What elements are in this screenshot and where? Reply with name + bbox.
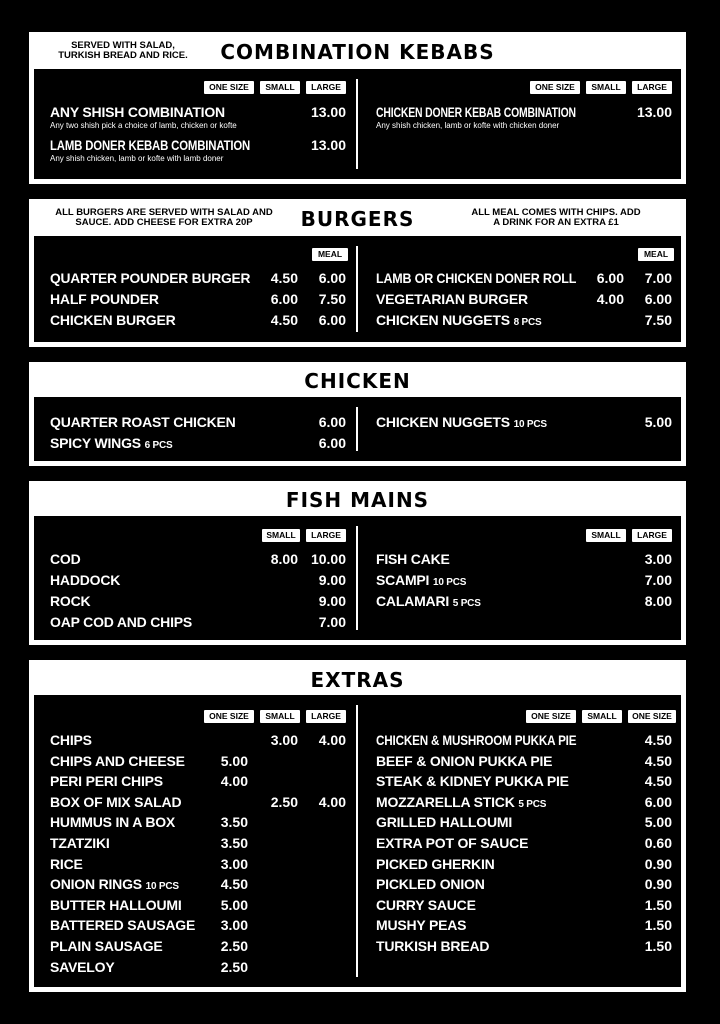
item-quantity: 5 PCS (452, 598, 481, 609)
item-name: BATTERED SAUSAGE (50, 917, 196, 934)
menu-item (50, 876, 345, 896)
item-quantity: 10 PCS (513, 419, 547, 430)
burgers-note-right: ALL MEAL COMES WITH CHIPS. ADD A DRINK FOR AN EXTRA £1 (471, 207, 641, 228)
menu-item (50, 435, 345, 455)
item-description: Any shish chicken, lamb or kofte with chicken doner (376, 121, 560, 130)
menu-item (50, 835, 345, 855)
menu-item (50, 732, 345, 752)
item-name: BOX OF MIX SALAD (50, 793, 182, 810)
combination-kebabs-section (29, 32, 686, 184)
item-quantity: 10 PCS (432, 577, 467, 588)
item-price: 13.00 (310, 104, 346, 120)
chicken-header (31, 364, 684, 398)
header-small: SMALL (586, 81, 626, 94)
item-price: 5.00 (644, 414, 672, 430)
item-price-one-size: 3.50 (220, 814, 248, 831)
item-price: 1.50 (644, 938, 672, 954)
item-name: PLAIN SAUSAGE (50, 938, 163, 954)
item-quantity: 5 PCS (518, 798, 547, 810)
item-name: PICKED GHERKIN (376, 855, 495, 872)
fish-title: FISH MAINS (285, 488, 430, 512)
item-price: 4.50 (644, 732, 672, 748)
menu-item (50, 814, 345, 834)
item-price: 4.50 (644, 752, 672, 769)
header-small: SMALL (260, 81, 300, 94)
item-price: 4.50 (644, 773, 672, 790)
menu-item (50, 291, 345, 311)
item-price-large: 4.00 (318, 793, 346, 810)
menu-item (376, 104, 672, 130)
item-price: 6.00 (318, 435, 346, 451)
menu-item (376, 897, 671, 917)
item-price-one-size: 3.00 (220, 855, 248, 872)
header-small: SMALL (260, 710, 300, 723)
item-price-meal: 6.00 (318, 312, 346, 328)
header-large: LARGE (632, 81, 672, 94)
burgers-header (31, 201, 684, 237)
item-price: 13.00 (310, 137, 346, 153)
item-price-small: 3.00 (270, 732, 298, 748)
menu-item (376, 312, 671, 332)
item-price-one-size: 4.50 (220, 876, 248, 893)
column-divider (356, 407, 358, 451)
item-price-large: 9.00 (318, 593, 346, 609)
item-name: HADDOCK (50, 572, 121, 588)
item-name: COD (50, 551, 81, 567)
burgers-body (34, 236, 681, 342)
item-name: QUARTER POUNDER BURGER (50, 270, 251, 286)
item-price: 0.90 (644, 876, 672, 893)
item-quantity: 6 PCS (144, 440, 173, 451)
item-name: CHIPS (50, 732, 92, 748)
extras-title: EXTRAS (310, 668, 405, 692)
item-price-large: 7.00 (318, 614, 346, 630)
item-price-large: 9.00 (318, 572, 346, 588)
menu-item (376, 876, 671, 896)
item-name: TURKISH BREAD (376, 938, 490, 954)
menu-item (376, 856, 671, 876)
item-price-meal: 7.50 (644, 312, 672, 328)
item-price-small: 2.50 (270, 793, 298, 810)
item-price-one-size: 5.00 (220, 896, 248, 913)
item-price-large: 4.00 (318, 732, 346, 748)
item-price-small: 8.00 (270, 551, 298, 567)
item-name: ONION RINGS 10 PCS (50, 876, 179, 893)
header-small: SMALL (586, 529, 626, 542)
item-price-one-size: 4.00 (220, 773, 248, 790)
extras-header (31, 662, 684, 696)
menu-item (376, 593, 671, 613)
item-description: Any two shish pick a choice of lamb, chicken or kofte (50, 121, 237, 130)
menu-item (50, 856, 345, 876)
item-price-single: 6.00 (596, 270, 624, 286)
item-price-meal: 6.00 (644, 291, 672, 307)
menu-item (376, 270, 671, 290)
menu-item (50, 614, 345, 634)
item-name: SAVELOY (50, 958, 115, 975)
header-meal: MEAL (638, 248, 674, 261)
menu-item (50, 897, 345, 917)
menu-item (50, 959, 345, 979)
menu-item (376, 753, 671, 773)
menu-item (376, 938, 671, 958)
item-name: LAMB DONER KEBAB COMBINATION (50, 137, 251, 153)
item-price-one-size: 2.50 (220, 958, 248, 975)
item-name: TZATZIKI (50, 835, 110, 851)
menu-item (50, 917, 345, 937)
chicken-section (29, 362, 686, 466)
menu-item (376, 814, 671, 834)
header-large: LARGE (306, 529, 346, 542)
item-name: QUARTER ROAST CHICKEN (50, 414, 236, 430)
header-one-size: ONE SIZE (526, 710, 576, 723)
item-quantity: 10 PCS (145, 881, 179, 893)
header-one-size: ONE SIZE (530, 81, 580, 94)
item-price-meal: 6.00 (318, 270, 346, 286)
chicken-title: CHICKEN (304, 369, 411, 393)
item-name: GRILLED HALLOUMI (376, 814, 513, 831)
menu-item (50, 312, 345, 332)
item-price-single: 6.00 (270, 291, 298, 307)
header-large: LARGE (632, 529, 672, 542)
combination-body (34, 69, 681, 179)
item-price-large: 3.00 (644, 551, 672, 567)
item-price: 5.00 (644, 814, 672, 831)
header-meal: MEAL (312, 248, 348, 261)
extras-body (34, 695, 681, 987)
item-name: OAP COD AND CHIPS (50, 614, 193, 630)
item-price-meal: 7.00 (644, 270, 672, 286)
item-price: 6.00 (318, 414, 346, 430)
item-name: FISH CAKE (376, 551, 450, 567)
menu-item (50, 104, 346, 130)
header-one-size: ONE SIZE (204, 710, 254, 723)
header-small: SMALL (582, 710, 622, 723)
item-name: MOZZARELLA STICK 5 PCS (376, 793, 547, 810)
header-large: LARGE (306, 710, 346, 723)
item-price-one-size: 5.00 (220, 752, 248, 769)
menu-item (376, 572, 671, 592)
item-price-meal: 7.50 (318, 291, 346, 307)
item-name: SPICY WINGS 6 PCS (50, 435, 173, 451)
menu-item (50, 773, 345, 793)
item-quantity: 8 PCS (513, 317, 542, 328)
item-price: 1.50 (644, 896, 672, 913)
item-name: CHICKEN BURGER (50, 312, 176, 328)
item-name: CHICKEN NUGGETS 8 PCS (376, 312, 542, 328)
item-name: ANY SHISH COMBINATION (50, 104, 225, 120)
combination-note: SERVED WITH SALAD, TURKISH BREAD AND RICE. (58, 40, 188, 61)
menu-item (376, 917, 671, 937)
item-price-one-size: 2.50 (220, 938, 248, 954)
header-one-size: ONE SIZE (204, 81, 254, 94)
item-description: Any shish chicken, lamb or kofte with lamb doner (50, 154, 224, 163)
menu-item (376, 551, 671, 571)
item-name: CALAMARI 5 PCS (376, 593, 481, 609)
chicken-body (34, 397, 681, 461)
menu-item (50, 593, 345, 613)
menu-item (376, 794, 671, 814)
menu-item (50, 572, 345, 592)
item-name: EXTRA POT OF SAUCE (376, 835, 529, 851)
menu-item (50, 794, 345, 814)
item-name: BEEF & ONION PUKKA PIE (376, 752, 553, 769)
item-name: RICE (50, 855, 83, 872)
item-name: PERI PERI CHIPS (50, 773, 163, 790)
menu-item (50, 753, 345, 773)
burgers-note-left: ALL BURGERS ARE SERVED WITH SALAD AND SAUCE. ADD CHEESE FOR EXTRA 20P (55, 207, 273, 228)
fish-body (34, 516, 681, 640)
menu-item (376, 732, 671, 752)
burgers-section (29, 199, 686, 347)
item-price-single: 4.00 (596, 291, 624, 307)
item-name: CHICKEN & MUSHROOM PUKKA PIE (376, 732, 577, 748)
column-divider (356, 526, 358, 630)
item-price: 13.00 (636, 104, 672, 120)
item-price: 0.90 (644, 855, 672, 872)
menu-item (50, 414, 345, 434)
item-name: CHICKEN NUGGETS 10 PCS (376, 414, 547, 430)
item-price-one-size: 3.00 (220, 917, 248, 934)
burgers-title: BURGERS (300, 207, 415, 231)
combination-title: COMBINATION KEBABS (220, 40, 495, 64)
item-price: 1.50 (644, 917, 672, 934)
item-name: HUMMUS IN A BOX (50, 814, 176, 831)
menu-item (376, 835, 671, 855)
menu-item (50, 137, 346, 163)
item-name: CURRY SAUCE (376, 896, 476, 913)
item-name: STEAK & KIDNEY PUKKA PIE (376, 773, 569, 790)
header-small: SMALL (262, 529, 300, 542)
item-price: 0.60 (644, 835, 672, 851)
item-name: ROCK (50, 593, 91, 609)
menu-item (376, 773, 671, 793)
menu-item (50, 270, 345, 290)
item-price-large: 8.00 (644, 593, 672, 609)
item-price: 6.00 (644, 793, 672, 810)
header-large: LARGE (306, 81, 346, 94)
menu-item (376, 291, 671, 311)
item-name: CHICKEN DONER KEBAB COMBINATION (376, 104, 576, 120)
item-price-large: 10.00 (310, 551, 346, 567)
item-name: BUTTER HALLOUMI (50, 896, 182, 913)
menu-item (50, 551, 345, 571)
column-divider (356, 79, 358, 169)
item-name: PICKLED ONION (376, 876, 485, 893)
extras-section (29, 660, 686, 992)
item-price-large: 7.00 (644, 572, 672, 588)
item-name: HALF POUNDER (50, 291, 159, 307)
item-name: SCAMPI 10 PCS (376, 572, 467, 588)
menu-item (50, 938, 345, 958)
header-one-size-alt: ONE SIZE (628, 710, 676, 723)
item-name: LAMB OR CHICKEN DONER ROLL (376, 270, 577, 286)
item-price-single: 4.50 (270, 312, 298, 328)
column-divider (356, 705, 358, 977)
item-name: CHIPS AND CHEESE (50, 752, 185, 769)
item-price-one-size: 3.50 (220, 835, 248, 851)
fish-mains-section (29, 481, 686, 645)
combination-header (31, 34, 684, 70)
menu-item (376, 414, 671, 434)
column-divider (356, 246, 358, 332)
fish-header (31, 483, 684, 517)
item-name: VEGETARIAN BURGER (376, 291, 528, 307)
item-name: MUSHY PEAS (376, 917, 467, 934)
item-price-single: 4.50 (270, 270, 298, 286)
